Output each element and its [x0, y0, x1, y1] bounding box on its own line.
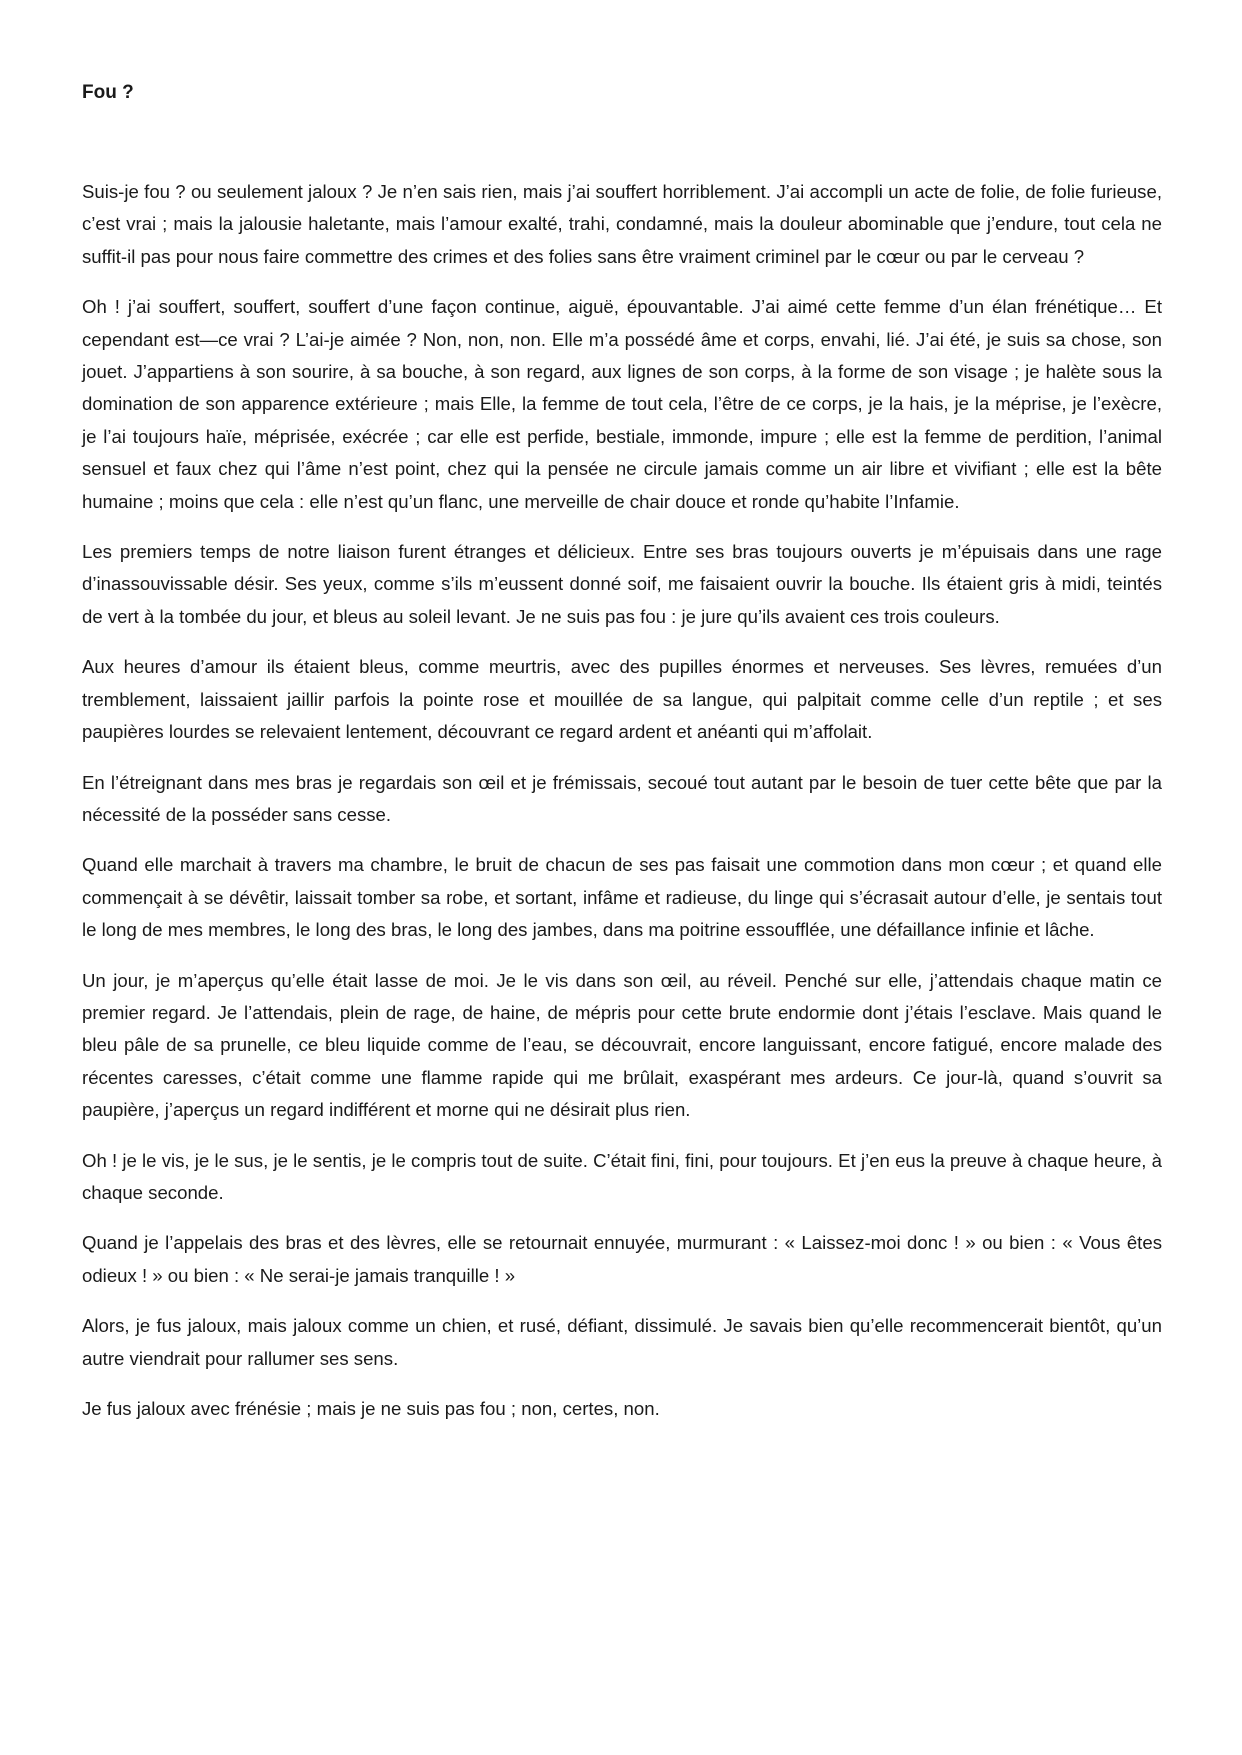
paragraph: Oh ! j’ai souffert, souffert, souffert d’une façon continue, aiguë, épouvantable. J’ai aimé cette femme d’un élan frénétique… Et cependant est—ce vrai ? L’ai-je aimée ? Non, non, non. Elle m’a possédé âme et corps, envahi, lié. J’ai été, je suis sa chose, son jouet. J’appartiens à son sourire, à sa bouche, à son regard, aux lignes de son corps, à la forme de son visage ; je halète sous la domination de son apparence extérieure ; mais Elle, la femme de tout cela, l’être de ce corps, je la hais, je la méprise, je l’exècre, je l’ai toujours haïe, méprisée, exécrée ; car elle est perfide, bestiale, immonde, impure ; elle est la femme de perdition, l’animal sensuel et faux chez qui l’âme n’est point, chez qui la pensée ne circule jamais comme un air libre et vivifiant ; elle est la bête humaine ; moins que cela : elle n’est qu’un flanc, une merveille de chair douce et ronde qu’habite l’Infamie.	[82, 296, 1162, 512]
paragraph: Suis-je fou ? ou seulement jaloux ? Je n’en sais rien, mais j’ai souffert horriblement. J’ai accompli un acte de folie, de folie furieuse, c’est vrai ; mais la jalousie haletante, mais l’amour exalté, trahi, condamné, mais la douleur abominable que j’endure, tout cela ne suffit-il pas pour nous faire commettre des crimes et des folies sans être vraiment criminel par le cœur ou par le cerveau ?	[82, 181, 1162, 267]
paragraph: Aux heures d’amour ils étaient bleus, comme meurtris, avec des pupilles énormes et nerveuses. Ses lèvres, remuées d’un tremblement, laissaient jaillir parfois la pointe rose et mouillée de sa langue, qui palpitait comme celle d’un reptile ; et ses paupières lourdes se relevaient lentement, découvrant ce regard ardent et anéanti qui m’affolait.	[82, 656, 1162, 743]
paragraph: Les premiers temps de notre liaison furent étranges et délicieux. Entre ses bras toujours ouverts je m’épuisais dans une rage d’inassouvissable désir. Ses yeux, comme s’ils m’eussent donné soif, me faisaient ouvrir la bouche. Ils étaient gris à midi, teintés de vert à la tombée du jour, et bleus au soleil levant. Je ne suis pas fou : je jure qu’ils avaient ces trois couleurs.	[82, 541, 1162, 627]
document-page	[82, 80, 1162, 1443]
paragraph: Alors, je fus jaloux, mais jaloux comme un chien, et rusé, défiant, dissimulé. Je savais bien qu’elle recommencerait bientôt, qu’un autre viendrait pour rallumer ses sens.	[82, 1315, 1162, 1369]
document-title: Fou ?	[82, 82, 134, 103]
paragraph: En l’étreignant dans mes bras je regardais son œil et je frémissais, secoué tout autant par le besoin de tuer cette bête que par la nécessité de la posséder sans cesse.	[82, 771, 1162, 825]
paragraph: Quand elle marchait à travers ma chambre, le bruit de chacun de ses pas faisait une commotion dans mon cœur ; et quand elle commençait à se dévêtir, laissait tomber sa robe, et sortant, infâme et radieuse, du linge qui s’écrasait autour d’elle, je sentais tout le long de mes membres, le long des bras, le long des jambes, dans ma poitrine essoufflée, une défaillance infinie et lâche.	[82, 854, 1162, 941]
paragraph: Je fus jaloux avec frénésie ; mais je ne suis pas fou ; non, certes, non.	[82, 1398, 660, 1419]
paragraph: Un jour, je m’aperçus qu’elle était lasse de moi. Je le vis dans son œil, au réveil. Penché sur elle, j’attendais chaque matin ce premier regard. Je l’attendais, plein de rage, de haine, de mépris pour cette brute endormie dont j’étais l’esclave. Mais quand le bleu pâle de sa prunelle, ce bleu liquide comme de l’eau, se découvrait, encore languissant, encore fatigué, encore malade des récentes caresses, c’était comme une flamme rapide qui me brûlait, exaspérant mes ardeurs. Ce jour-là, quand s’ouvrit sa paupière, j’aperçus un regard indifférent et morne qui ne désirait plus rien.	[82, 969, 1162, 1121]
paragraph: Quand je l’appelais des bras et des lèvres, elle se retournait ennuyée, murmurant : « Laissez-moi donc ! » ou bien : « Vous êtes odieux ! » ou bien : « Ne serai-je jamais tranquille ! »	[82, 1232, 1162, 1286]
paragraph: Oh ! je le vis, je le sus, je le sentis, je le compris tout de suite. C’était fini, fini, pour toujours. Et j’en eus la preuve à chaque heure, à chaque seconde.	[82, 1149, 1162, 1203]
